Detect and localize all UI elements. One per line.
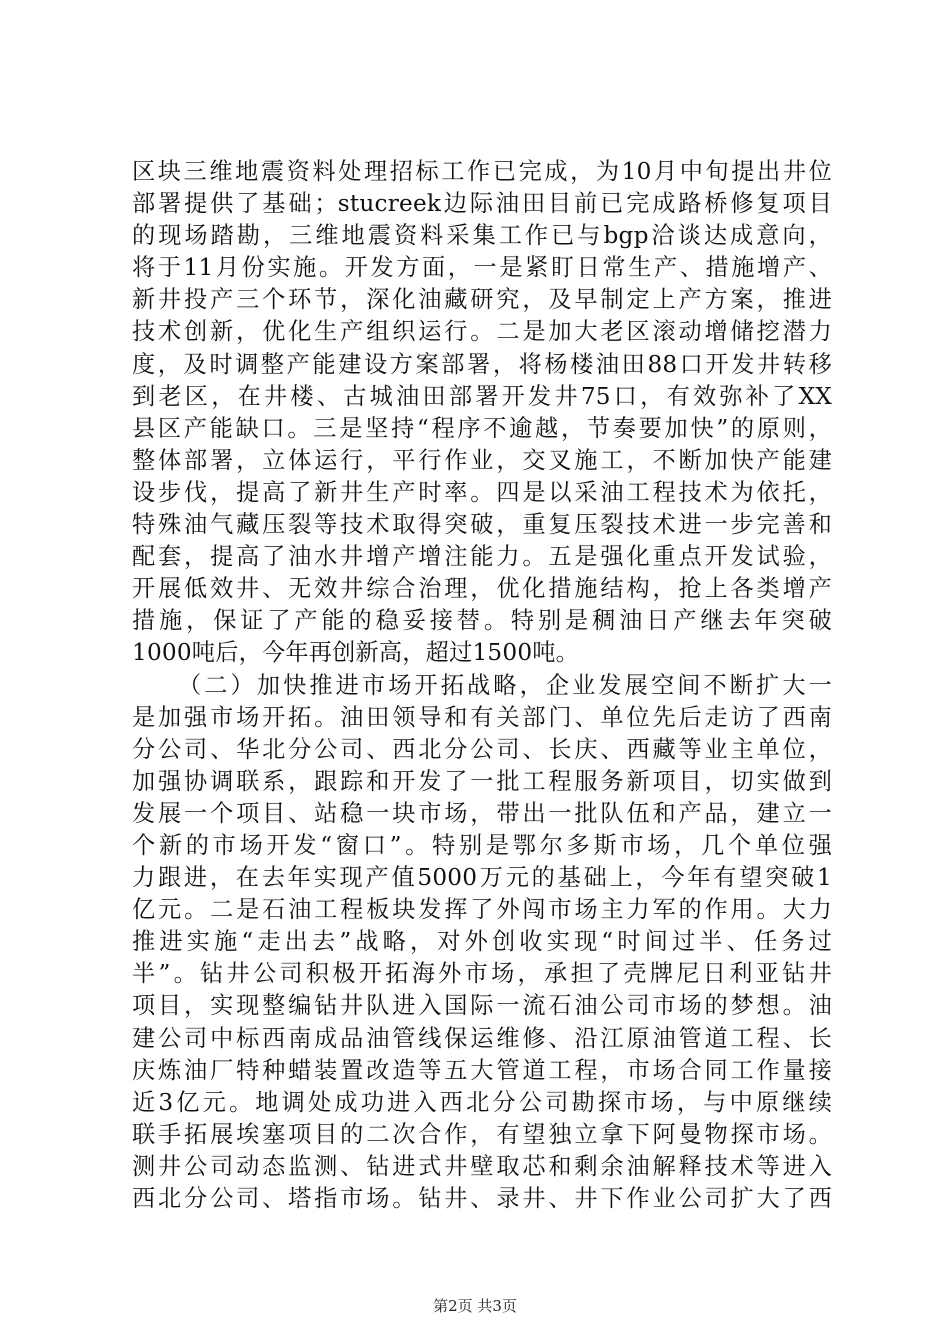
text-line: 加强协调联系，跟踪和开发了一批工程服务新项目，切实做到 (132, 767, 832, 795)
text-line: 测井公司动态监测、钻进式井壁取芯和剩余油解释技术等进入 (132, 1152, 832, 1180)
text-line: 亿元。二是石油工程板块发挥了外闯市场主力军的作用。大力 (132, 896, 832, 924)
text-line: 西北分公司、塔指市场。钻井、录井、井下作业公司扩大了西 (132, 1185, 832, 1212)
text-line: 半”。钻井公司积极开拓海外市场，承担了壳牌尼日利亚钻井 (132, 960, 832, 988)
text-line: 整体部署，立体运行，平行作业，交叉施工，不断加快产能建 (132, 446, 832, 474)
paragraph-end-line: 1000吨后，今年再创新高，超过1500吨。 (132, 639, 580, 667)
text-line: 联手拓展埃塞项目的二次合作，有望独立拿下阿曼物探市场。 (132, 1120, 832, 1148)
text-line: 将于11月份实施。开发方面，一是紧盯日常生产、措施增产、 (132, 254, 832, 282)
text-line: 发展一个项目、站稳一块市场，带出一批队伍和产品，建立一 (132, 799, 832, 827)
text-line: 设步伐，提高了新井生产时率。四是以采油工程技术为依托， (132, 478, 832, 506)
text-line: 到老区，在井楼、古城油田部署开发井75口，有效弥补了XX (132, 382, 832, 410)
text-line: 特殊油气藏压裂等技术取得突破，重复压裂技术进一步完善和 (132, 511, 832, 539)
text-line: 县区产能缺口。三是坚持“程序不逾越，节奏要加快”的原则， (132, 414, 832, 442)
text-line: 近3亿元。地调处成功进入西北分公司勘探市场，与中原继续 (132, 1088, 832, 1116)
text-line: 的现场踏勘，三维地震资料采集工作已与bgp洽谈达成意向， (132, 222, 832, 250)
text-line: 新井投产三个环节，深化油藏研究，及早制定上产方案，推进 (132, 286, 832, 314)
text-line: 分公司、华北分公司、西北分公司、长庆、西藏等业主单位， (132, 735, 832, 763)
text-line: 部署提供了基础；stucreek边际油田目前已完成路桥修复项目 (132, 190, 832, 218)
text-line: 技术创新，优化生产组织运行。二是加大老区滚动增储挖潜力 (132, 318, 832, 346)
text-line: 措施，保证了产能的稳妥接替。特别是稠油日产继去年突破 (132, 607, 832, 635)
text-line: 推进实施“走出去”战略，对外创收实现“时间过半、任务过 (132, 928, 832, 956)
text-line: 建公司中标西南成品油管线保运维修、沿江原油管道工程、长 (132, 1024, 832, 1052)
text-line: 个新的市场开发“窗口”。特别是鄂尔多斯市场，几个单位强 (132, 831, 832, 859)
text-line: 区块三维地震资料处理招标工作已完成，为10月中旬提出井位 (132, 158, 832, 185)
text-line: 配套，提高了油水井增产增注能力。五是强化重点开发试验， (132, 543, 832, 571)
text-line: 是加强市场开拓。油田领导和有关部门、单位先后走访了西南 (132, 703, 832, 731)
text-line: 庆炼油厂特种蜡装置改造等五大管道工程，市场合同工作量接 (132, 1056, 832, 1084)
text-line: 力跟进，在去年实现产值5000万元的基础上，今年有望突破1 (132, 864, 832, 892)
text-line: 度，及时调整产能建设方案部署，将杨楼油田88口开发井转移 (132, 350, 832, 378)
text-line: 项目，实现整编钻井队进入国际一流石油公司市场的梦想。油 (132, 992, 832, 1020)
page-footer: 第2页 共3页 (433, 1297, 517, 1315)
section-heading-line: （二）加快推进市场开拓战略，企业发展空间不断扩大一 (178, 671, 832, 699)
text-line: 开展低效井、无效井综合治理，优化措施结构，抢上各类增产 (132, 575, 832, 603)
document-body (132, 156, 832, 1215)
